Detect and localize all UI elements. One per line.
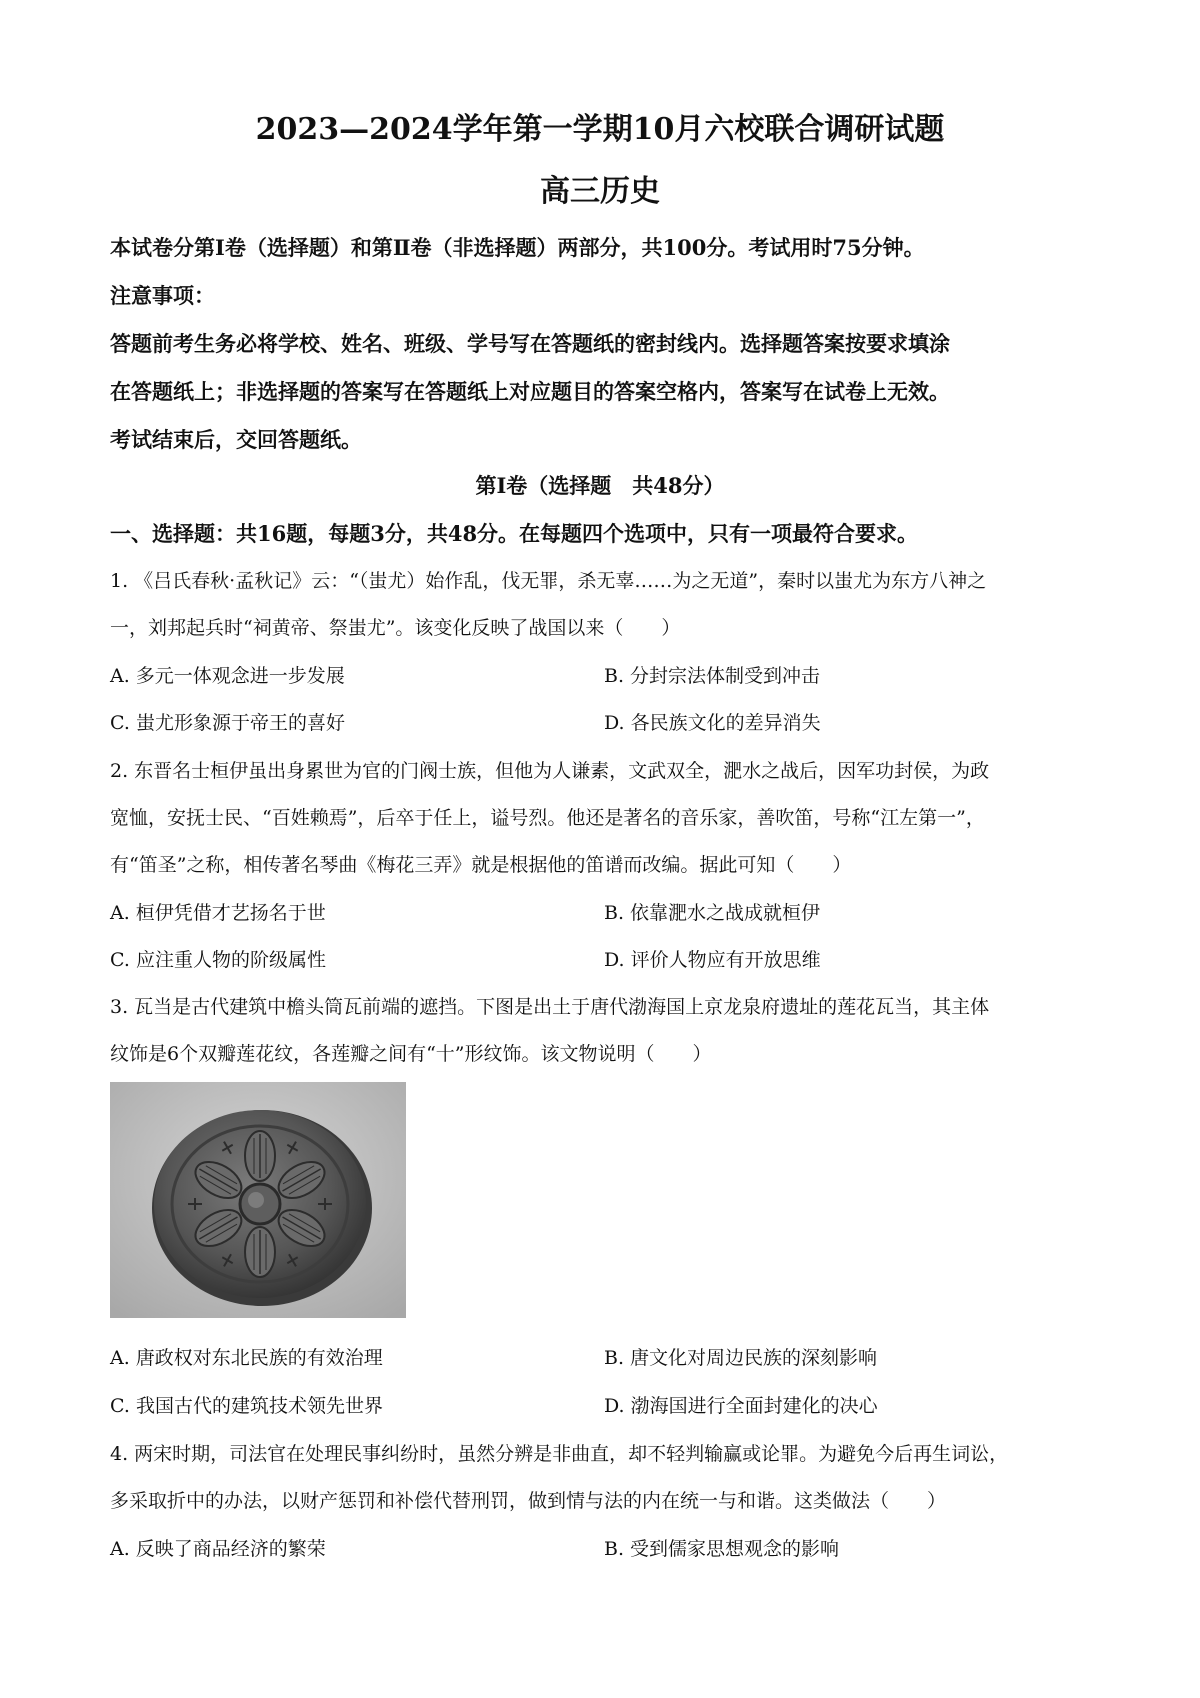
question-4-option-a: A. 反映了商品经济的繁荣	[110, 1538, 326, 1560]
lotus-tile-image	[110, 1082, 406, 1318]
question-3-line: 3. 瓦当是古代建筑中檐头筒瓦前端的遮挡。下图是出土于唐代渤海国上京龙泉府遗址的莲花瓦当，其主体	[110, 996, 990, 1018]
question-2-option-d: D. 评价人物应有开放思维	[604, 949, 821, 971]
question-1-option-a: A. 多元一体观念进一步发展	[110, 665, 345, 687]
question-1-line: 一，刘邦起兵时“祠黄帝、祭蚩尤”。该变化反映了战国以来（ ）	[110, 617, 681, 639]
question-1-option-d: D. 各民族文化的差异消失	[604, 712, 821, 734]
question-2-option-c: C. 应注重人物的阶级属性	[110, 949, 326, 971]
notice-line: 在答题纸上；非选择题的答案写在答题纸上对应题目的答案空格内，答案写在试卷上无效。	[110, 379, 950, 404]
exam-subject: 高三历史	[540, 174, 660, 209]
question-1-option-c: C. 蚩尤形象源于帝王的喜好	[110, 712, 345, 734]
notice-heading: 注意事项：	[110, 283, 215, 308]
section-heading: 第Ⅰ卷（选择题 共48分）	[475, 473, 725, 498]
exam-title: 2023—2024学年第一学期10月六校联合调研试题	[255, 112, 945, 147]
question-1-option-b: B. 分封宗法体制受到冲击	[604, 665, 821, 687]
question-3-option-c: C. 我国古代的建筑技术领先世界	[110, 1395, 383, 1417]
notice-line: 答题前考生务必将学校、姓名、班级、学号写在答题纸的密封线内。选择题答案按要求填涂	[110, 331, 950, 356]
question-2-line: 宽恤，安抚士民、“百姓赖焉”，后卒于任上，谥号烈。他还是著名的音乐家，善吹笛，号称“江左第一”，	[110, 807, 985, 829]
question-3-option-a: A. 唐政权对东北民族的有效治理	[110, 1347, 383, 1369]
question-2-option-a: A. 桓伊凭借才艺扬名于世	[110, 902, 326, 924]
question-4-line: 4. 两宋时期，司法官在处理民事纠纷时，虽然分辨是非曲直，却不轻判输赢或论罪。为避免今后再生词讼，	[110, 1443, 1009, 1465]
question-3-line: 纹饰是6个双瓣莲花纹，各莲瓣之间有“十”形纹饰。该文物说明（ ）	[110, 1043, 712, 1065]
question-2-line: 2. 东晋名士桓伊虽出身累世为官的门阀士族，但他为人谦素，文武双全，淝水之战后，因军功封侯，为政	[110, 760, 990, 782]
section-instruction: 一、选择题：共16题，每题3分，共48分。在每题四个选项中，只有一项最符合要求。	[110, 521, 919, 546]
question-4-line: 多采取折中的办法，以财产惩罚和补偿代替刑罚，做到情与法的内在统一与和谐。这类做法（ ）	[110, 1490, 947, 1512]
question-3-option-b: B. 唐文化对周边民族的深刻影响	[604, 1347, 878, 1369]
exam-info: 本试卷分第Ⅰ卷（选择题）和第Ⅱ卷（非选择题）两部分，共100分。考试用时75分钟。	[110, 235, 925, 260]
question-1-line: 1. 《吕氏春秋·孟秋记》云：“（蚩尤）始作乱，伐无罪，杀无辜……为之无道”，秦时以蚩尤为东方八神之	[110, 570, 987, 592]
question-3-option-d: D. 渤海国进行全面封建化的决心	[604, 1395, 878, 1417]
question-2-line: 有“笛圣”之称，相传著名琴曲《梅花三弄》就是根据他的笛谱而改编。据此可知（ ）	[110, 854, 852, 876]
question-2-option-b: B. 依靠淝水之战成就桓伊	[604, 902, 821, 924]
question-4-option-b: B. 受到儒家思想观念的影响	[604, 1538, 840, 1560]
notice-line: 考试结束后，交回答题纸。	[110, 427, 362, 452]
